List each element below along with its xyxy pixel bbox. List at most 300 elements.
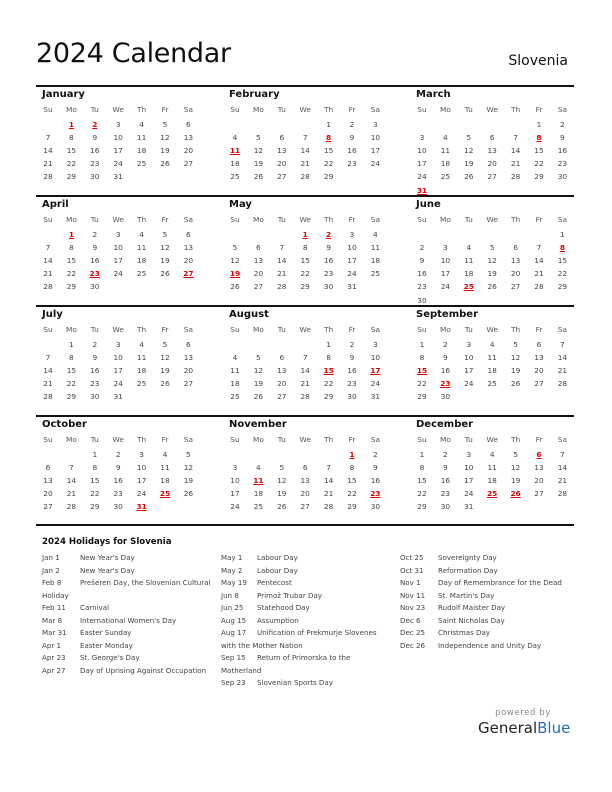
day-cell: 17 — [440, 269, 451, 279]
day-cell: 29 — [534, 172, 544, 182]
holiday-day-cell: 1 — [68, 230, 74, 239]
day-cell: 8 — [302, 243, 308, 253]
day-cell: 19 — [510, 476, 521, 486]
day-cell: 1 — [326, 340, 331, 349]
month-november — [223, 416, 388, 524]
day-cell: 23 — [417, 282, 427, 292]
day-cell: 25 — [136, 159, 147, 169]
day-cell: 7 — [45, 133, 51, 143]
day-cell: 16 — [347, 366, 357, 376]
day-cell: 24 — [417, 172, 427, 182]
weekday-header: Tu — [464, 325, 473, 334]
day-cell: 4 — [373, 230, 378, 239]
day-cell: 14 — [323, 476, 334, 486]
holiday-day-cell: 11 — [229, 146, 241, 156]
day-cell: 25 — [440, 172, 451, 182]
weekday-header: Sa — [370, 105, 380, 114]
weekday-header: Mo — [439, 215, 451, 224]
day-cell: 1 — [560, 230, 565, 239]
month-december — [410, 416, 575, 524]
day-cell: 9 — [419, 256, 425, 266]
month-name: October — [42, 419, 87, 430]
holiday-day-cell: 23 — [89, 269, 100, 279]
day-cell: 7 — [302, 353, 308, 363]
day-cell: 8 — [326, 353, 331, 363]
day-cell: 24 — [230, 502, 240, 512]
day-cell: 18 — [136, 366, 147, 376]
day-cell: 9 — [326, 243, 331, 253]
holiday-day-cell: 17 — [370, 366, 381, 376]
day-cell: 21 — [43, 159, 53, 169]
day-cell: 29 — [323, 172, 334, 182]
day-cell: 16 — [90, 256, 100, 266]
day-cell: 12 — [510, 463, 521, 473]
holiday-name: International Women's Day — [80, 615, 177, 625]
day-cell: 1 — [92, 450, 98, 459]
holiday-name: St. George's Day — [80, 653, 140, 663]
weekday-header: Sa — [557, 435, 567, 444]
day-cell: 3 — [115, 230, 121, 239]
weekday-header: Mo — [65, 435, 77, 444]
day-cell: 6 — [536, 340, 542, 349]
holiday-name: Saint Nicholas Day — [438, 615, 505, 625]
day-cell: 4 — [232, 353, 238, 363]
day-cell: 24 — [370, 379, 381, 389]
weekday-header: Th — [323, 435, 334, 444]
month-april — [36, 196, 201, 304]
weekday-header: Th — [510, 435, 521, 444]
day-cell: 26 — [183, 489, 194, 499]
day-cell: 13 — [534, 463, 544, 473]
day-cell: 19 — [183, 476, 194, 486]
weekday-header: Mo — [252, 435, 264, 444]
day-cell: 22 — [347, 489, 357, 499]
day-cell: 7 — [560, 450, 565, 459]
day-cell: 28 — [323, 502, 334, 512]
day-cell: 17 — [113, 256, 123, 266]
day-cell: 24 — [370, 159, 381, 169]
holiday-day-cell: 1 — [68, 120, 74, 129]
holiday-day-cell: 15 — [416, 366, 428, 376]
holiday-day-cell: 8 — [326, 133, 332, 143]
day-cell: 14 — [300, 146, 310, 156]
holiday-name: Pentecost — [257, 578, 292, 588]
day-cell: 19 — [253, 379, 264, 389]
day-cell: 18 — [253, 489, 264, 499]
weekday-header: Tu — [277, 325, 286, 334]
day-cell: 15 — [300, 256, 310, 266]
day-cell: 5 — [489, 243, 495, 253]
day-cell: 13 — [510, 256, 521, 266]
day-cell: 13 — [43, 476, 53, 486]
holiday-day-cell: 1 — [302, 230, 308, 239]
day-cell: 27 — [487, 172, 497, 182]
day-cell: 14 — [557, 353, 568, 363]
day-cell: 26 — [253, 172, 264, 182]
holiday-date: May 19 — [221, 578, 247, 588]
day-cell: 11 — [160, 463, 170, 473]
day-cell: 31 — [464, 502, 474, 512]
day-cell: 12 — [253, 366, 264, 376]
day-cell: 31 — [113, 172, 123, 182]
day-cell: 2 — [443, 340, 448, 349]
weekday-header: We — [486, 215, 498, 224]
day-cell: 9 — [92, 133, 98, 143]
day-cell: 3 — [373, 340, 378, 349]
day-cell: 2 — [92, 340, 98, 349]
holiday-date: Sep 23 — [221, 678, 246, 688]
day-cell: 7 — [513, 133, 518, 143]
weekday-header: Su — [43, 325, 53, 334]
day-cell: 6 — [186, 340, 191, 349]
day-cell: 27 — [43, 502, 53, 512]
day-cell: 12 — [464, 146, 474, 156]
day-cell: 17 — [370, 146, 381, 156]
weekday-header: Th — [136, 435, 147, 444]
day-cell: 13 — [277, 146, 287, 156]
holiday-name: Primož Trubar Day — [257, 590, 322, 600]
weekday-header: Fr — [348, 325, 356, 334]
weekday-header: Mo — [439, 435, 451, 444]
weekday-header: Fr — [161, 215, 169, 224]
weekday-header: We — [486, 105, 498, 114]
day-cell: 20 — [534, 476, 544, 486]
month-name: September — [416, 309, 478, 320]
day-cell: 20 — [183, 256, 194, 266]
day-cell: 24 — [113, 159, 123, 169]
day-cell: 4 — [466, 243, 472, 253]
day-cell: 19 — [253, 159, 264, 169]
month-name: July — [42, 309, 63, 320]
weekday-header: Th — [323, 105, 334, 114]
day-cell: 4 — [139, 120, 144, 129]
weekday-header: Fr — [161, 105, 169, 114]
day-cell: 9 — [92, 243, 98, 253]
day-cell: 17 — [113, 366, 123, 376]
weekday-header: Su — [43, 435, 53, 444]
day-cell: 29 — [417, 502, 427, 512]
day-cell: 9 — [373, 463, 378, 473]
day-cell: 15 — [323, 146, 334, 156]
day-cell: 18 — [487, 476, 497, 486]
day-cell: 20 — [277, 379, 287, 389]
month-june — [410, 196, 575, 304]
day-cell: 6 — [489, 133, 495, 143]
day-cell: 4 — [489, 450, 495, 459]
day-cell: 27 — [534, 489, 544, 499]
day-cell: 12 — [160, 243, 170, 253]
day-cell: 5 — [513, 340, 518, 349]
day-cell: 23 — [90, 159, 100, 169]
day-cell: 11 — [230, 366, 240, 376]
day-cell: 10 — [136, 463, 147, 473]
day-cell: 26 — [160, 379, 170, 389]
day-cell: 23 — [557, 159, 568, 169]
day-cell: 16 — [417, 269, 427, 279]
day-cell: 29 — [66, 282, 77, 292]
holiday-date: May 1 — [221, 553, 243, 562]
brand-part-blue: Blue — [537, 719, 571, 737]
day-cell: 9 — [443, 353, 448, 363]
day-cell: 26 — [160, 269, 170, 279]
day-cell: 16 — [440, 366, 451, 376]
holiday-day-cell: 2 — [92, 120, 98, 129]
day-cell: 26 — [510, 379, 521, 389]
day-cell: 2 — [92, 230, 98, 239]
holiday-day-cell: 11 — [253, 476, 264, 486]
day-cell: 28 — [534, 282, 544, 292]
weekday-header: Tu — [464, 435, 473, 444]
day-cell: 18 — [230, 159, 240, 169]
month-february — [223, 86, 388, 194]
day-cell: 12 — [277, 476, 287, 486]
day-cell: 7 — [45, 353, 51, 363]
weekday-header: We — [299, 105, 311, 114]
day-cell: 19 — [277, 489, 287, 499]
holiday-day-cell: 1 — [349, 450, 355, 459]
holiday-day-cell: 8 — [536, 133, 542, 143]
day-cell: 18 — [136, 256, 147, 266]
holiday-date: Jan 2 — [42, 565, 60, 575]
country-name: Slovenia — [508, 53, 568, 69]
day-cell: 13 — [183, 243, 194, 253]
powered-by-text: powered by — [495, 708, 551, 718]
day-cell: 30 — [417, 295, 427, 305]
month-name: August — [229, 309, 269, 320]
day-cell: 14 — [510, 146, 521, 156]
day-cell: 28 — [277, 282, 287, 292]
weekday-header: Sa — [370, 215, 380, 224]
day-cell: 7 — [302, 133, 308, 143]
day-cell: 17 — [136, 476, 147, 486]
holiday-date: Dec 26 — [400, 640, 426, 650]
day-cell: 12 — [510, 353, 521, 363]
holiday-date: May 2 — [221, 565, 243, 575]
holiday-name: Assumption — [257, 615, 299, 625]
day-cell: 14 — [43, 256, 53, 266]
weekday-header: Th — [510, 215, 521, 224]
day-cell: 23 — [323, 269, 334, 279]
day-cell: 18 — [440, 159, 451, 169]
day-cell: 9 — [92, 353, 98, 363]
day-cell: 29 — [300, 282, 310, 292]
holiday-day-cell: 6 — [536, 450, 542, 459]
weekday-header: Mo — [252, 215, 264, 224]
day-cell: 2 — [115, 450, 121, 459]
weekday-header: Tu — [90, 105, 99, 114]
day-cell: 3 — [443, 243, 448, 253]
day-cell: 9 — [115, 463, 121, 473]
day-cell: 25 — [136, 379, 147, 389]
day-cell: 22 — [417, 489, 427, 499]
day-cell: 12 — [230, 256, 240, 266]
day-cell: 21 — [277, 269, 287, 279]
holiday-name: Independence and Unity Day — [438, 640, 542, 650]
day-cell: 15 — [557, 256, 568, 266]
holiday-day-cell: 15 — [323, 366, 334, 376]
holiday-day-cell: 23 — [370, 489, 381, 499]
day-cell: 3 — [139, 450, 144, 459]
holiday-day-cell: 26 — [510, 489, 521, 499]
month-name: November — [229, 419, 287, 430]
weekday-header: Mo — [252, 105, 264, 114]
day-cell: 10 — [113, 133, 123, 143]
day-cell: 24 — [440, 282, 451, 292]
day-cell: 13 — [300, 476, 310, 486]
holiday-day-cell: 31 — [416, 185, 428, 195]
day-cell: 6 — [513, 243, 518, 253]
weekday-header: Su — [43, 105, 53, 114]
day-cell: 2 — [419, 243, 425, 253]
day-cell: 26 — [464, 172, 474, 182]
day-cell: 1 — [69, 340, 74, 349]
day-cell: 5 — [162, 230, 168, 239]
day-cell: 9 — [349, 133, 355, 143]
day-cell: 19 — [487, 269, 497, 279]
day-cell: 16 — [440, 476, 451, 486]
month-october — [36, 416, 201, 524]
day-cell: 20 — [277, 159, 287, 169]
day-cell: 24 — [347, 269, 357, 279]
day-cell: 29 — [66, 392, 77, 402]
day-cell: 3 — [466, 450, 472, 459]
day-cell: 13 — [253, 256, 264, 266]
month-name: January — [42, 89, 85, 100]
weekday-header: Fr — [348, 435, 356, 444]
weekday-header: Su — [230, 215, 240, 224]
day-cell: 12 — [253, 146, 264, 156]
weekday-header: Th — [136, 325, 147, 334]
day-cell: 27 — [183, 159, 194, 169]
day-cell: 13 — [487, 146, 497, 156]
day-cell: 6 — [279, 133, 285, 143]
holiday-date: Dec 6 — [400, 615, 421, 625]
holiday-name: Christmas Day — [438, 628, 491, 638]
holiday-day-cell: 2 — [326, 230, 332, 239]
day-cell: 15 — [66, 146, 77, 156]
weekday-header: Su — [417, 325, 427, 334]
day-cell: 2 — [373, 450, 378, 459]
day-cell: 15 — [90, 476, 100, 486]
month-name: March — [416, 89, 451, 100]
day-cell: 26 — [253, 392, 264, 402]
day-cell: 28 — [43, 392, 53, 402]
day-cell: 23 — [90, 379, 100, 389]
holiday-date: Oct 25 — [400, 553, 424, 562]
day-cell: 4 — [256, 463, 261, 473]
day-cell: 13 — [183, 353, 194, 363]
day-cell: 5 — [279, 463, 285, 473]
day-cell: 19 — [160, 146, 170, 156]
weekday-header: Th — [510, 325, 521, 334]
day-cell: 15 — [347, 476, 357, 486]
day-cell: 6 — [256, 243, 261, 253]
day-cell: 22 — [66, 159, 77, 169]
day-cell: 29 — [347, 502, 357, 512]
holiday-date: Mar 8 — [42, 615, 63, 625]
day-cell: 21 — [323, 489, 334, 499]
day-cell: 31 — [347, 282, 357, 292]
day-cell: 22 — [557, 269, 568, 279]
holiday-name: St. Martin's Day — [438, 590, 495, 600]
weekday-header: Mo — [65, 105, 77, 114]
holiday-name: Day of Remembrance for the Dead — [438, 578, 562, 588]
weekday-header: We — [299, 215, 311, 224]
holiday-name: Reformation Day — [438, 565, 498, 575]
day-cell: 29 — [90, 502, 100, 512]
day-cell: 10 — [370, 133, 381, 143]
day-cell: 22 — [66, 269, 77, 279]
day-cell: 5 — [466, 133, 472, 143]
weekday-header: We — [112, 105, 124, 114]
day-cell: 27 — [277, 172, 287, 182]
month-march — [410, 86, 575, 194]
day-cell: 25 — [487, 379, 497, 389]
day-cell: 14 — [66, 476, 77, 486]
weekday-header: Fr — [535, 105, 543, 114]
month-name: May — [229, 199, 252, 210]
day-cell: 4 — [139, 230, 144, 239]
day-cell: 7 — [279, 243, 285, 253]
day-cell: 21 — [300, 379, 310, 389]
weekday-header: Sa — [557, 325, 567, 334]
day-cell: 8 — [419, 353, 425, 363]
day-cell: 24 — [113, 269, 123, 279]
weekday-header: Fr — [535, 215, 543, 224]
holiday-date: Mar 31 — [42, 628, 67, 638]
day-cell: 17 — [113, 146, 123, 156]
day-cell: 10 — [417, 146, 427, 156]
day-cell: 12 — [160, 133, 170, 143]
holiday-date: Aug 17 — [221, 628, 247, 638]
day-cell: 3 — [232, 463, 238, 473]
day-cell: 13 — [183, 133, 194, 143]
day-cell: 14 — [43, 146, 53, 156]
month-name: April — [42, 199, 69, 210]
weekday-header: Th — [323, 325, 334, 334]
day-cell: 8 — [349, 463, 355, 473]
month-january — [36, 86, 201, 194]
day-cell: 12 — [183, 463, 194, 473]
holiday-day-cell: 23 — [440, 379, 451, 389]
day-cell: 2 — [443, 450, 448, 459]
day-cell: 1 — [326, 120, 331, 129]
day-cell: 20 — [183, 366, 194, 376]
day-cell: 6 — [186, 230, 191, 239]
day-cell: 25 — [230, 392, 240, 402]
holiday-name: Unification of Prekmurje Slovenes — [257, 628, 377, 638]
day-cell: 23 — [347, 159, 357, 169]
day-cell: 26 — [277, 502, 287, 512]
month-name: February — [229, 89, 280, 100]
holiday-name: Easter Sunday — [80, 628, 132, 638]
day-cell: 15 — [534, 146, 544, 156]
day-cell: 5 — [162, 340, 168, 349]
day-cell: 22 — [90, 489, 100, 499]
day-cell: 29 — [557, 282, 568, 292]
day-cell: 24 — [113, 379, 123, 389]
day-cell: 4 — [443, 133, 448, 143]
weekday-header: Mo — [439, 105, 451, 114]
weekday-header: Su — [43, 215, 53, 224]
day-cell: 4 — [162, 450, 168, 459]
holiday-date: Jun 25 — [221, 603, 244, 613]
day-cell: 27 — [510, 282, 521, 292]
day-cell: 24 — [464, 489, 474, 499]
weekday-header: We — [112, 325, 124, 334]
weekday-header: Th — [136, 215, 147, 224]
weekday-header: Th — [510, 105, 521, 114]
